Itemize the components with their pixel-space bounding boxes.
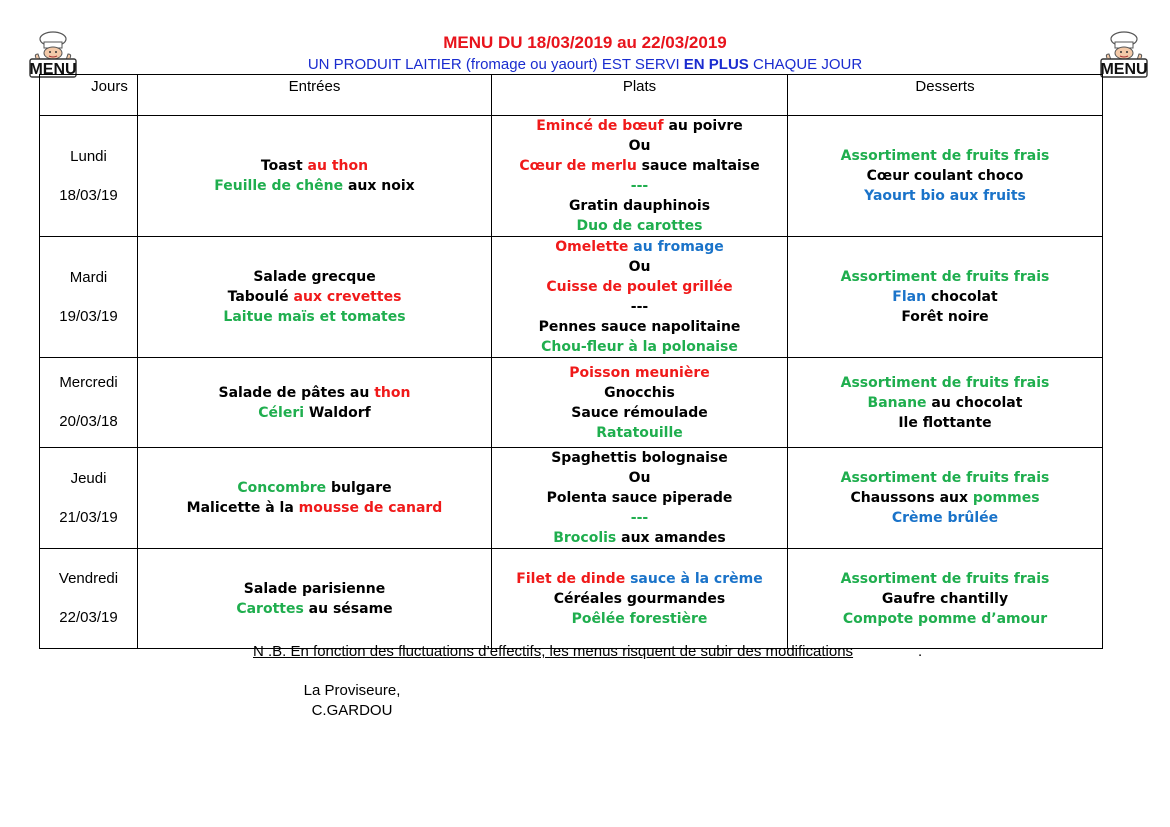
menu-text: Brocolis bbox=[553, 530, 617, 546]
menu-text: Duo de carottes bbox=[576, 218, 703, 234]
entrees-cell bbox=[138, 116, 492, 237]
day-date: 18/03/19 bbox=[59, 186, 118, 204]
entrees-cell bbox=[138, 237, 492, 358]
menu-line bbox=[788, 609, 1102, 629]
menu-line bbox=[492, 297, 787, 317]
page-subtitle bbox=[0, 56, 1170, 73]
menu-text: --- bbox=[630, 178, 649, 194]
footnote bbox=[253, 643, 853, 660]
menu-text: --- bbox=[630, 510, 649, 526]
signature-name: C.GARDOU bbox=[311, 702, 393, 719]
menu-line bbox=[788, 186, 1102, 206]
menu-text: Yaourt bio aux fruits bbox=[864, 188, 1026, 204]
menu-line bbox=[492, 237, 787, 257]
plats-cell bbox=[492, 116, 788, 237]
menu-text: Assortiment de fruits frais bbox=[840, 570, 1050, 587]
menu-line bbox=[138, 267, 491, 287]
menu-text: Poêlée forestière bbox=[571, 610, 708, 627]
table-row bbox=[40, 358, 1103, 448]
menu-line bbox=[788, 413, 1102, 433]
day-date: 20/03/18 bbox=[59, 413, 118, 430]
menu-text: pommes bbox=[972, 490, 1040, 506]
table-header-row bbox=[40, 75, 1103, 116]
menu-line bbox=[492, 337, 787, 357]
table-row bbox=[40, 237, 1103, 358]
menu-line bbox=[492, 116, 787, 136]
menu-text: Malicette à la bbox=[186, 500, 299, 516]
menu-text: chocolat bbox=[926, 289, 998, 305]
column-header-entrees: Entrées bbox=[138, 75, 492, 116]
menu-line bbox=[492, 156, 787, 176]
menu-text: Cœur coulant choco bbox=[866, 168, 1024, 184]
plats-cell bbox=[492, 448, 788, 549]
menu-line bbox=[788, 267, 1102, 287]
menu-text: Polenta sauce piperade bbox=[546, 490, 733, 506]
menu-text: Waldorf bbox=[304, 404, 371, 421]
menu-line bbox=[138, 403, 491, 423]
footnote-period: . bbox=[918, 643, 923, 660]
menu-line bbox=[138, 156, 491, 176]
menu-text: Assortiment de fruits frais bbox=[840, 148, 1050, 164]
menu-text: thon bbox=[374, 384, 411, 401]
page-title: MENU DU 18/03/2019 au 22/03/2019 bbox=[443, 33, 727, 52]
day-cell bbox=[40, 448, 138, 549]
menu-line bbox=[138, 478, 491, 498]
menu-text: sauce à la crème bbox=[625, 570, 763, 587]
day-cell bbox=[40, 549, 138, 649]
menu-text: Chaussons aux bbox=[850, 490, 973, 506]
menu-text: au chocolat bbox=[926, 394, 1023, 411]
menu-line bbox=[138, 307, 491, 327]
menu-line bbox=[138, 599, 491, 619]
menu-text: Taboulé bbox=[227, 289, 294, 305]
menu-line bbox=[492, 589, 787, 609]
menu-line bbox=[492, 569, 787, 589]
menu-text: Cœur de merlu bbox=[519, 158, 637, 174]
menu-text: au thon bbox=[307, 158, 369, 174]
desserts-cell bbox=[788, 549, 1103, 649]
menu-line bbox=[492, 383, 787, 403]
menu-text: Ile flottante bbox=[898, 414, 992, 431]
day-cell bbox=[40, 116, 138, 237]
menu-line bbox=[492, 176, 787, 196]
menu-text: Céleri bbox=[258, 404, 305, 421]
menu-line bbox=[788, 307, 1102, 327]
menu-text: Ou bbox=[628, 470, 651, 486]
plats-cell bbox=[492, 237, 788, 358]
day-date: 21/03/19 bbox=[59, 508, 118, 526]
menu-line bbox=[492, 609, 787, 629]
menu-line bbox=[492, 468, 787, 488]
menu-text: Céréales gourmandes bbox=[553, 590, 726, 607]
column-header-plats: Plats bbox=[492, 75, 788, 116]
menu-line bbox=[138, 498, 491, 518]
menu-line bbox=[492, 257, 787, 277]
menu-text: Forêt noire bbox=[901, 309, 989, 325]
menu-line bbox=[138, 383, 491, 403]
menu-text: Emincé de bœuf bbox=[536, 118, 664, 134]
menu-logo-text: MENU bbox=[29, 61, 77, 78]
menu-text: Sauce rémoulade bbox=[571, 404, 708, 421]
table-row bbox=[40, 448, 1103, 549]
menu-line bbox=[788, 468, 1102, 488]
signature-role: La Proviseure, bbox=[303, 682, 401, 699]
subtitle-emphasis: EN PLUS bbox=[683, 56, 749, 73]
menu-line bbox=[788, 589, 1102, 609]
menu-text: Gnocchis bbox=[604, 384, 675, 401]
menu-line bbox=[492, 488, 787, 508]
menu-text: Assortiment de fruits frais bbox=[840, 269, 1050, 285]
plats-cell bbox=[492, 549, 788, 649]
desserts-cell bbox=[788, 237, 1103, 358]
menu-line bbox=[138, 176, 491, 196]
menu-line bbox=[492, 317, 787, 337]
menu-text: Salade grecque bbox=[253, 269, 376, 285]
menu-line bbox=[788, 569, 1102, 589]
menu-text: Toast bbox=[260, 158, 308, 174]
menu-text: Compote pomme d’amour bbox=[842, 610, 1048, 627]
day-cell bbox=[40, 237, 138, 358]
menu-text: Carottes bbox=[236, 600, 304, 617]
menu-line bbox=[492, 448, 787, 468]
menu-text: Ou bbox=[628, 138, 651, 154]
menu-text: aux noix bbox=[343, 178, 415, 194]
menu-text: Concombre bbox=[237, 480, 327, 496]
desserts-cell bbox=[788, 116, 1103, 237]
menu-text: Cuisse de poulet grillée bbox=[546, 279, 733, 295]
menu-text: Poisson meunière bbox=[569, 364, 710, 381]
menu-text: au poivre bbox=[663, 118, 743, 134]
menu-text: Flan bbox=[892, 289, 927, 305]
day-date: 22/03/19 bbox=[59, 609, 118, 626]
menu-text: sauce maltaise bbox=[636, 158, 760, 174]
menu-text: Ratatouille bbox=[596, 424, 683, 441]
menu-text: Feuille de chêne bbox=[214, 178, 344, 194]
menu-line bbox=[492, 403, 787, 423]
day-name: Jeudi bbox=[70, 469, 107, 487]
menu-line bbox=[788, 508, 1102, 528]
menu-text: Ou bbox=[628, 259, 651, 275]
table-row bbox=[40, 116, 1103, 237]
day-date: 19/03/19 bbox=[59, 307, 118, 325]
plats-cell bbox=[492, 358, 788, 448]
entrees-cell bbox=[138, 448, 492, 549]
entrees-cell bbox=[138, 358, 492, 448]
menu-line bbox=[492, 528, 787, 548]
menu-text: bulgare bbox=[326, 480, 392, 496]
menu-text: Gaufre chantilly bbox=[881, 590, 1009, 607]
day-name: Mercredi bbox=[59, 374, 118, 391]
menu-text: aux amandes bbox=[616, 530, 726, 546]
menu-text: Spaghettis bolognaise bbox=[551, 450, 728, 466]
day-name: Lundi bbox=[70, 147, 107, 165]
column-header-jours: Jours bbox=[40, 75, 138, 116]
menu-line bbox=[492, 423, 787, 443]
menu-line bbox=[492, 508, 787, 528]
column-header-desserts: Desserts bbox=[788, 75, 1103, 116]
menu-text: mousse de canard bbox=[298, 500, 443, 516]
desserts-cell bbox=[788, 358, 1103, 448]
menu-text: au sésame bbox=[303, 600, 393, 617]
menu-line bbox=[492, 136, 787, 156]
menu-text: Salade de pâtes au bbox=[218, 384, 375, 401]
menu-text: --- bbox=[630, 299, 649, 315]
day-name: Vendredi bbox=[58, 570, 119, 587]
footnote-text: N .B. En fonction des fluctuations d’effectifs, les menus risquent de subir des modifications bbox=[253, 643, 854, 660]
menu-line bbox=[788, 373, 1102, 393]
menu-text: Crème brûlée bbox=[891, 510, 999, 526]
day-name: Mardi bbox=[69, 268, 108, 286]
menu-line bbox=[138, 287, 491, 307]
menu-line bbox=[788, 166, 1102, 186]
day-cell bbox=[40, 358, 138, 448]
menu-line bbox=[492, 363, 787, 383]
menu-text: aux crevettes bbox=[293, 289, 402, 305]
menu-line bbox=[492, 216, 787, 236]
menu-text: Assortiment de fruits frais bbox=[840, 470, 1050, 486]
menu-text: Omelette bbox=[555, 239, 629, 255]
entrees-cell bbox=[138, 549, 492, 649]
menu-text: Assortiment de fruits frais bbox=[840, 374, 1050, 391]
menu-text: Banane bbox=[867, 394, 927, 411]
weekly-menu-table bbox=[39, 74, 1103, 649]
menu-line bbox=[788, 287, 1102, 307]
menu-logo-text: MENU bbox=[1100, 61, 1148, 78]
menu-text: Laitue maïs et tomates bbox=[223, 309, 406, 325]
menu-line bbox=[492, 277, 787, 297]
menu-line bbox=[492, 196, 787, 216]
menu-text: Salade parisienne bbox=[243, 580, 386, 597]
menu-line bbox=[138, 579, 491, 599]
menu-text: au fromage bbox=[628, 239, 724, 255]
menu-text: Filet de dinde bbox=[516, 570, 626, 587]
subtitle-part-2: CHAQUE JOUR bbox=[748, 56, 863, 73]
menu-line bbox=[788, 146, 1102, 166]
menu-text: Pennes sauce napolitaine bbox=[538, 319, 741, 335]
desserts-cell bbox=[788, 448, 1103, 549]
subtitle-part-1: UN PRODUIT LAITIER (fromage ou yaourt) EST SERVI bbox=[307, 56, 684, 73]
menu-line bbox=[788, 393, 1102, 413]
menu-text: Gratin dauphinois bbox=[568, 198, 711, 214]
menu-text: Chou-fleur à la polonaise bbox=[541, 339, 738, 355]
menu-line bbox=[788, 488, 1102, 508]
table-row bbox=[40, 549, 1103, 649]
